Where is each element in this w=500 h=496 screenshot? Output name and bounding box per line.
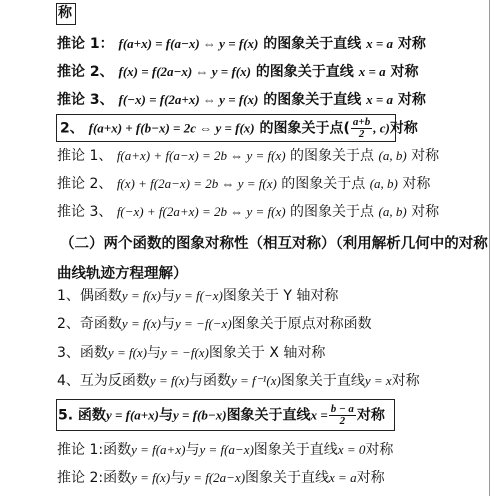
- line-prefix: 2、奇函数: [57, 316, 122, 332]
- line-formula: f(a+x) = f(a−x) ⇔ y = f(x): [118, 36, 259, 51]
- line-formula: f(−x) = f(2a+x) ⇔ y = f(x): [118, 92, 259, 107]
- line-prefix: 推论 2、: [57, 64, 114, 80]
- fraction-numerator: b − a: [330, 403, 354, 415]
- pair-line-4: [57, 371, 420, 391]
- formula-2: y = f(−x): [175, 288, 223, 303]
- line-text: 的图象关于直线: [263, 36, 362, 52]
- corollary-line-5: [57, 174, 430, 194]
- line-text: 图象关于直线: [280, 373, 365, 389]
- formula-2: y = f⁻¹(x): [231, 373, 281, 388]
- line-formula-2: , c): [373, 120, 390, 136]
- formula-3: x = a: [329, 470, 357, 485]
- corollary-line-4: [57, 146, 439, 166]
- line-formula-2: (a, b): [378, 148, 407, 163]
- line-prefix: 推论 1:函数: [57, 442, 132, 458]
- connector: 与: [159, 407, 174, 424]
- line-formula-2: x = a: [366, 92, 394, 107]
- line-prefix: 2、: [60, 120, 84, 137]
- line-prefix: 4、互为反函数: [57, 373, 150, 389]
- formula-2: y = −f(−x): [175, 316, 232, 331]
- line-prefix: 推论 3、: [57, 204, 113, 220]
- item-5-corollary-1: [57, 440, 393, 460]
- line-prefix: 推论 1、: [57, 148, 113, 164]
- corollary-line-2: [57, 62, 418, 82]
- formula-1: y = f(x): [107, 345, 148, 360]
- item-2-line: [60, 117, 418, 140]
- formula-2: y = −f(x): [161, 345, 209, 360]
- line-text: 的图象关于直线: [263, 92, 362, 108]
- line-prefix: 推论 2、: [57, 176, 113, 192]
- line-suffix: 对称: [390, 64, 419, 80]
- line-formula-2: (a, b): [378, 204, 407, 219]
- pair-line-1: [57, 286, 338, 306]
- line-prefix: 推论 2:函数: [57, 470, 132, 486]
- line-prefix: 推论 3、: [57, 92, 114, 108]
- line-text: 图象关于直线: [226, 407, 311, 424]
- line-formula: f(a+x) + f(a−x) = 2b ⇔ y = f(x): [116, 148, 286, 163]
- connector: 与: [161, 288, 176, 304]
- connector: 与: [185, 442, 200, 458]
- line-formula-2: x = a: [358, 64, 386, 79]
- line-formula: f(x) = f(2a−x) ⇔ y = f(x): [118, 64, 251, 79]
- formula-2: y = f(a−x): [199, 442, 254, 457]
- line-text: 图象关于直线: [253, 442, 338, 458]
- line-formula-2: (a, b): [369, 176, 398, 191]
- corollary-line-1: [57, 34, 426, 54]
- section-heading-line-2: 曲线轨迹方程理解）: [57, 266, 188, 282]
- formula-1: y = f(x): [121, 288, 162, 303]
- line-suffix: 图象关于 Y 轴对称: [222, 288, 339, 304]
- formula-1: y = f(x): [149, 373, 190, 388]
- line-suffix: 对称: [402, 176, 431, 192]
- line-text: 的图象关于点: [290, 148, 375, 164]
- line-text: 的图象关于点: [290, 204, 375, 220]
- corollary-line-6: [57, 202, 439, 222]
- line-suffix: 对称: [356, 470, 385, 486]
- pair-line-3: [57, 343, 325, 363]
- connector: 与: [161, 316, 176, 332]
- page-edge-rule: [489, 0, 490, 496]
- formula-1: y = f(x): [121, 316, 162, 331]
- formula-3: y = x: [364, 373, 392, 388]
- pair-line-2: [57, 314, 372, 334]
- fraction-denominator: 2: [339, 415, 346, 427]
- top-word: 称: [58, 5, 72, 21]
- line-formula: f(x) + f(2a−x) = 2b ⇔ y = f(x): [116, 176, 277, 191]
- line-text: 图象关于直线: [245, 470, 330, 486]
- line-suffix: 对称: [391, 373, 420, 389]
- line-suffix: 对称: [356, 407, 385, 424]
- line-prefix: 推论 1：: [57, 36, 114, 52]
- formula-3: x =: [310, 407, 328, 423]
- line-suffix: 对称: [389, 120, 418, 137]
- line-formula: f(a+x) + f(b−x) = 2c ⇔ y = f(x): [88, 120, 255, 136]
- formula-1: y = f(a+x): [105, 407, 160, 423]
- corollary-line-3: [57, 90, 426, 110]
- section-heading-line-1: （二）两个函数的图象对称性（相互对称）（利用解析几何中的对称: [60, 236, 488, 252]
- line-suffix: 对称: [411, 204, 440, 220]
- line-suffix: 对称: [397, 92, 426, 108]
- item-5-line: [58, 404, 385, 427]
- formula-1: y = f(a+x): [131, 442, 186, 457]
- item-5-corollary-2: [57, 468, 385, 488]
- formula-1: y = f(x): [131, 470, 171, 485]
- line-text: 的图象关于直线: [255, 64, 354, 80]
- line-suffix: 对称: [397, 36, 426, 52]
- line-suffix: 图象关于 X 轴对称: [208, 345, 326, 361]
- line-text: 的图象关于点(: [259, 120, 350, 137]
- formula-2: y = f(b−x): [173, 407, 227, 423]
- fraction: [329, 404, 356, 427]
- connector: 与函数: [189, 373, 232, 389]
- fraction-numerator: a+b: [352, 116, 371, 128]
- fraction: [351, 117, 372, 140]
- formula-2: y = f(2a−x): [184, 470, 246, 485]
- formula-3: x = 0: [337, 442, 366, 457]
- line-suffix: 对称: [411, 148, 440, 164]
- line-suffix: 对称: [365, 442, 394, 458]
- line-prefix: 1、偶函数: [57, 288, 122, 304]
- line-formula: f(−x) + f(2a+x) = 2b ⇔ y = f(x): [116, 204, 286, 219]
- fraction-denominator: 2: [358, 128, 365, 140]
- connector: 与: [147, 345, 162, 361]
- line-prefix: 5. 函数: [58, 407, 106, 424]
- line-text: 的图象关于点: [281, 176, 366, 192]
- connector: 与: [170, 470, 185, 486]
- line-formula-2: x = a: [366, 36, 394, 51]
- line-prefix: 3、函数: [57, 345, 108, 361]
- line-suffix: 图象关于原点对称函数: [231, 316, 372, 332]
